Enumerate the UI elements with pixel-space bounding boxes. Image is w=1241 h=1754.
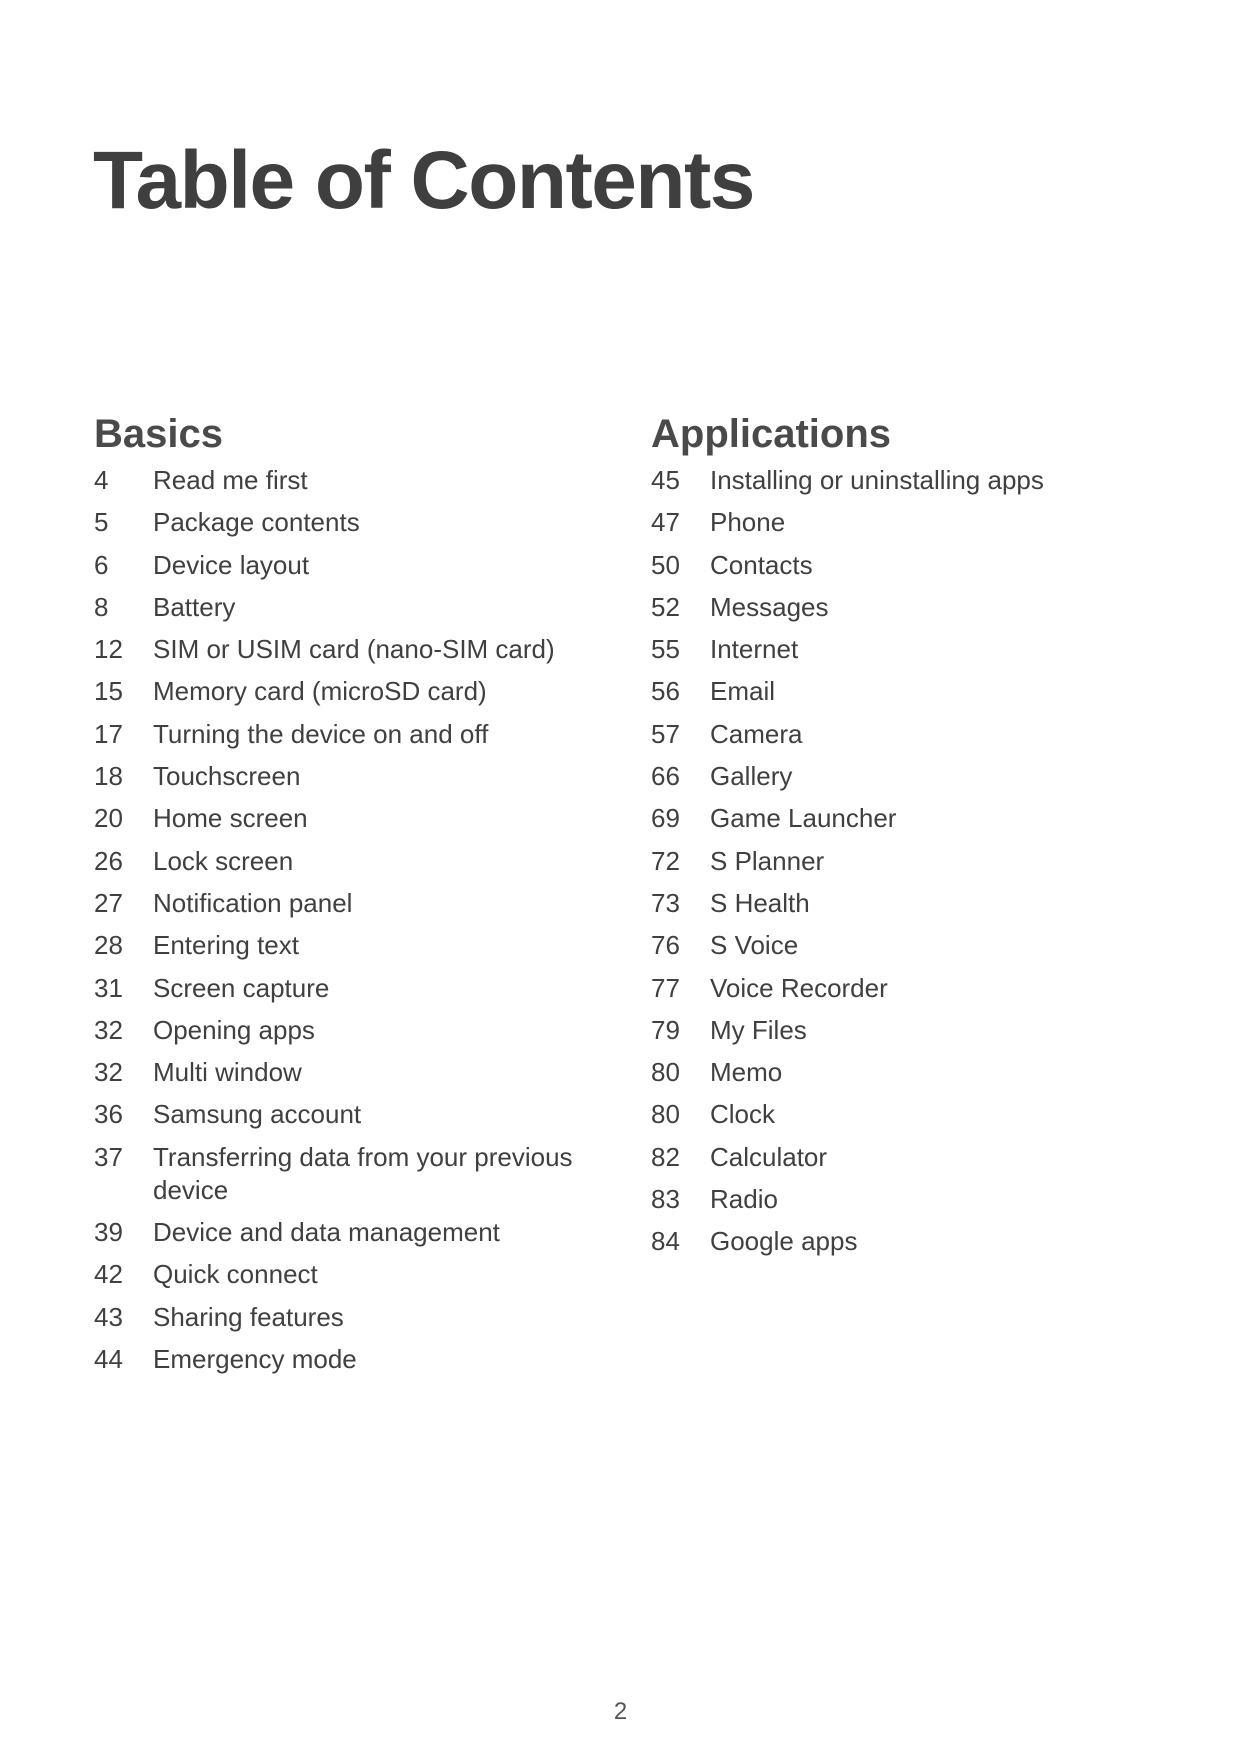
toc-label: Device layout [153, 549, 310, 580]
toc-label: Memory card (microSD card) [153, 676, 487, 707]
toc-entry-contacts[interactable] [651, 549, 1151, 582]
toc-page-number: 73 [651, 887, 680, 918]
applications-column [651, 410, 1151, 1268]
basics-entry-list [94, 464, 594, 1376]
toc-label: Screen capture [153, 972, 330, 1003]
toc-entry-entering-text[interactable] [94, 929, 594, 962]
toc-page-number: 18 [94, 761, 123, 792]
toc-entry-s-health[interactable] [651, 887, 1151, 920]
toc-page-number: 66 [651, 761, 680, 792]
toc-page-number: 56 [651, 676, 680, 707]
toc-label: Emergency mode [153, 1343, 357, 1374]
toc-label: Phone [710, 507, 786, 538]
toc-label: S Planner [710, 845, 825, 876]
toc-entry-internet[interactable] [651, 633, 1151, 666]
toc-page-number: 47 [651, 507, 680, 538]
toc-entry-phone[interactable] [651, 506, 1151, 539]
toc-page-number: 6 [94, 549, 109, 580]
toc-entry-game-launcher[interactable] [651, 802, 1151, 835]
toc-page-number: 79 [651, 1014, 680, 1045]
toc-page-number: 45 [651, 465, 680, 495]
toc-label: Clock [710, 1099, 776, 1130]
toc-entry-calculator[interactable] [651, 1141, 1151, 1174]
toc-label: Package contents [153, 507, 360, 538]
toc-label: Home screen [153, 803, 308, 834]
toc-label: Entering text [153, 930, 299, 961]
toc-entry-messages[interactable] [651, 591, 1151, 624]
toc-page-number: 84 [651, 1226, 680, 1257]
toc-page-number: 32 [94, 1057, 123, 1088]
toc-label: Installing or uninstalling apps [710, 465, 1044, 495]
toc-label: Camera [710, 718, 803, 749]
toc-page-number: 76 [651, 930, 680, 961]
toc-page-number: 32 [94, 1014, 123, 1045]
toc-page-number: 31 [94, 972, 123, 1003]
toc-label: My Files [710, 1014, 807, 1045]
toc-entry-notification-panel[interactable] [94, 887, 594, 920]
page-title: Table of Contents [93, 135, 754, 226]
toc-entry-memory-card[interactable] [94, 675, 594, 708]
section-heading-basics: Basics [94, 412, 223, 456]
toc-label: Voice Recorder [710, 972, 888, 1003]
toc-entry-device-layout[interactable] [94, 549, 594, 582]
toc-entry-device-data-management[interactable] [94, 1216, 594, 1249]
toc-page-number: 42 [94, 1259, 123, 1290]
toc-page-number: 83 [651, 1184, 680, 1215]
toc-entry-my-files[interactable] [651, 1014, 1151, 1047]
toc-entry-screen-capture[interactable] [94, 972, 594, 1005]
toc-entry-clock[interactable] [651, 1098, 1151, 1131]
toc-label: Touchscreen [153, 761, 301, 792]
toc-page-number: 69 [651, 803, 680, 834]
toc-entry-battery[interactable] [94, 591, 594, 624]
toc-label: Radio [710, 1184, 778, 1215]
toc-label: Google apps [710, 1226, 858, 1257]
toc-page-number: 52 [651, 591, 680, 622]
section-heading-applications: Applications [651, 412, 892, 456]
toc-page-number: 50 [651, 549, 680, 580]
toc-label: Quick connect [153, 1259, 318, 1290]
toc-entry-google-apps[interactable] [651, 1225, 1151, 1258]
toc-entry-read-me-first[interactable] [94, 464, 594, 497]
toc-page-number: 80 [651, 1057, 680, 1088]
toc-label: Contacts [710, 549, 813, 580]
toc-page-number: 44 [94, 1343, 123, 1374]
toc-label: Game Launcher [710, 803, 897, 834]
toc-entry-multi-window[interactable] [94, 1056, 594, 1089]
toc-page-number: 80 [651, 1099, 680, 1130]
toc-label: Turning the device on and off [153, 718, 489, 749]
toc-label: Calculator [710, 1141, 828, 1172]
toc-entry-s-voice[interactable] [651, 929, 1151, 962]
toc-label: Samsung account [153, 1099, 362, 1130]
toc-page-number: 77 [651, 972, 680, 1003]
basics-column [94, 410, 594, 1385]
toc-page-number: 26 [94, 845, 123, 876]
toc-entry-emergency-mode[interactable] [94, 1343, 594, 1376]
toc-label: S Voice [710, 930, 799, 961]
toc-page-number: 72 [651, 845, 680, 876]
toc-page-number: 20 [94, 803, 123, 834]
page-number: 2 [613, 1698, 628, 1725]
toc-page-number: 4 [94, 465, 109, 495]
toc-label: Internet [710, 634, 799, 665]
toc-entry-turning-on-off[interactable] [94, 718, 594, 751]
toc-page-number: 43 [94, 1301, 123, 1332]
toc-entry-quick-connect[interactable] [94, 1258, 594, 1291]
toc-entry-voice-recorder[interactable] [651, 972, 1151, 1005]
toc-entry-transferring-data[interactable] [94, 1141, 594, 1207]
toc-label: Read me first [153, 465, 308, 495]
toc-page-number: 39 [94, 1217, 123, 1248]
toc-label: S Health [710, 887, 810, 918]
toc-page-number: 8 [94, 591, 109, 622]
toc-page-number: 37 [94, 1141, 123, 1172]
toc-entry-sim-card[interactable] [94, 633, 594, 666]
toc-label: Messages [710, 591, 829, 622]
toc-label: Email [710, 676, 776, 707]
toc-label: Memo [710, 1057, 783, 1088]
toc-label: Multi window [153, 1057, 302, 1088]
toc-page-number: 17 [94, 718, 123, 749]
applications-entry-list [651, 464, 1151, 1258]
toc-page-number: 5 [94, 507, 109, 538]
toc-label: Notification panel [153, 887, 353, 918]
toc-page-number: 36 [94, 1099, 123, 1130]
toc-entry-gallery[interactable] [651, 760, 1151, 793]
toc-label: Device and data management [153, 1217, 500, 1248]
toc-page-number: 15 [94, 676, 123, 707]
toc-label: Transferring data from your previous device [153, 1141, 573, 1205]
toc-label: Lock screen [153, 845, 294, 876]
toc-entry-radio[interactable] [651, 1183, 1151, 1216]
toc-page-number: 27 [94, 887, 123, 918]
toc-page-number: 57 [651, 718, 680, 749]
toc-label: Battery [153, 591, 236, 622]
toc-page-number: 12 [94, 634, 123, 665]
toc-entry-sharing-features[interactable] [94, 1301, 594, 1334]
toc-page-number: 28 [94, 930, 123, 961]
toc-entry-package-contents[interactable] [94, 506, 594, 539]
toc-entry-email[interactable] [651, 675, 1151, 708]
toc-label: Sharing features [153, 1301, 344, 1332]
toc-entry-opening-apps[interactable] [94, 1014, 594, 1047]
toc-entry-touchscreen[interactable] [94, 760, 594, 793]
toc-entry-home-screen[interactable] [94, 802, 594, 835]
toc-page-number: 82 [651, 1141, 680, 1172]
toc-entry-installing-apps[interactable] [651, 464, 1151, 497]
toc-entry-camera[interactable] [651, 718, 1151, 751]
toc-label: SIM or USIM card (nano-SIM card) [153, 634, 555, 665]
toc-label: Gallery [710, 761, 793, 792]
toc-entry-samsung-account[interactable] [94, 1098, 594, 1131]
toc-entry-s-planner[interactable] [651, 845, 1151, 878]
toc-page-number: 55 [651, 634, 680, 665]
toc-label: Opening apps [153, 1014, 315, 1045]
toc-entry-memo[interactable] [651, 1056, 1151, 1089]
toc-entry-lock-screen[interactable] [94, 845, 594, 878]
